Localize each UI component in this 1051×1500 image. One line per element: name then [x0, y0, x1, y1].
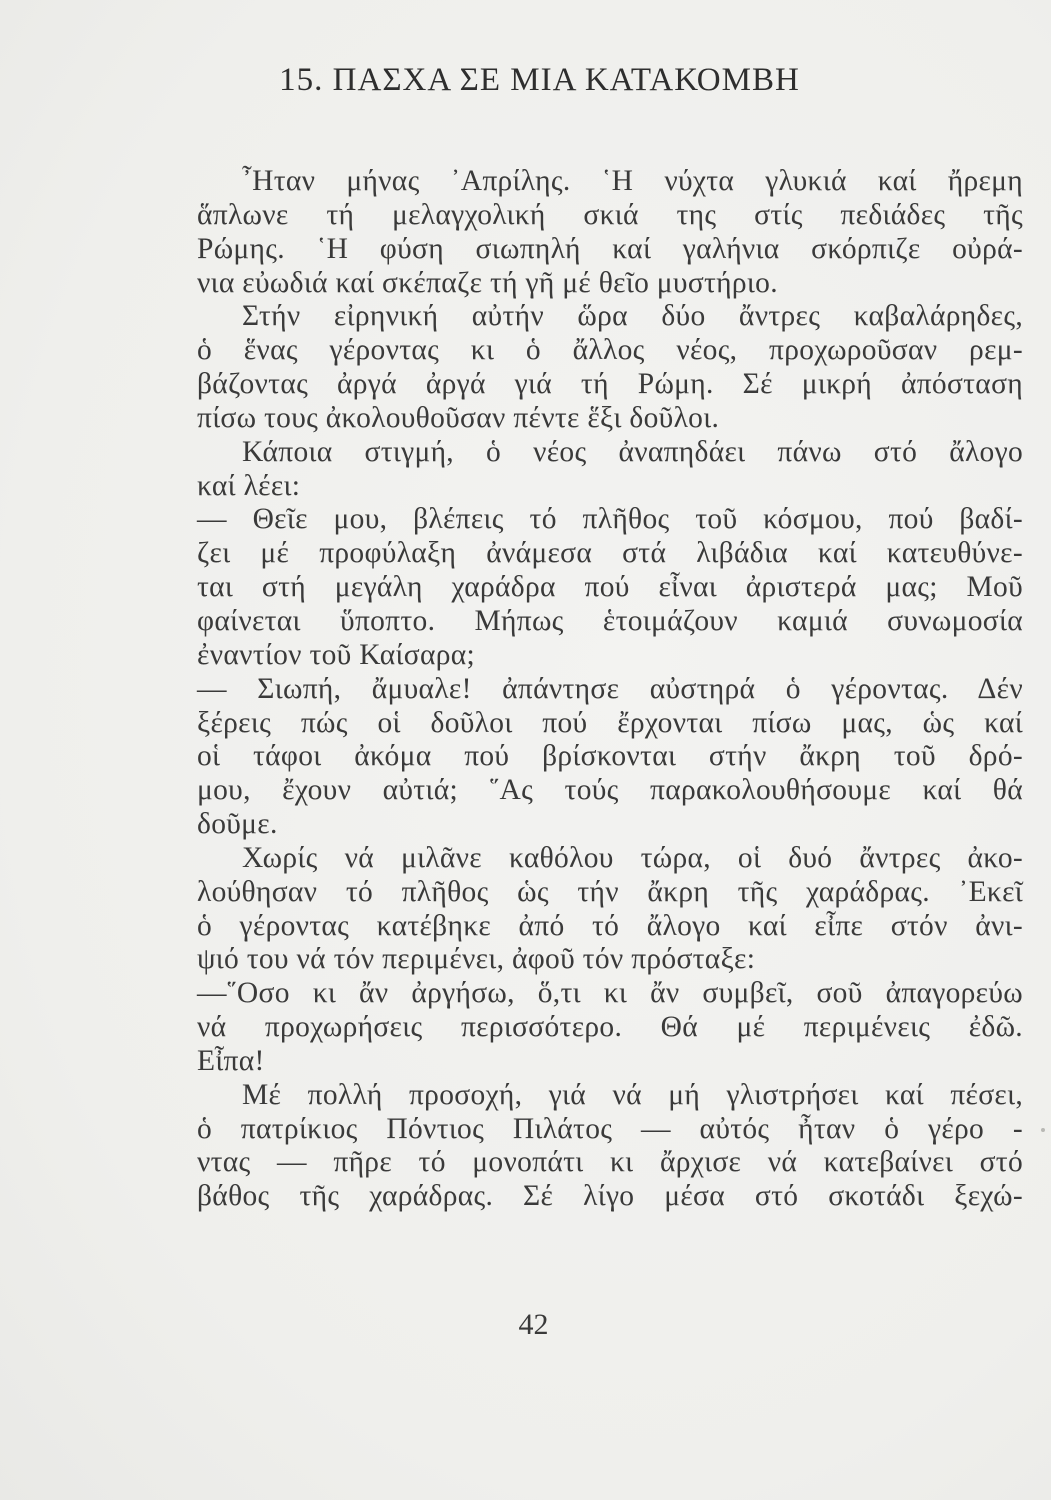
text-line: ὁ γέροντας κατέβηκε ἀπό τό ἄλογο καί εἶπε στόν ἀνι-	[197, 909, 1023, 942]
text-line: ντας — πῆρε τό μονοπάτι κι ἄρχισε νά κατεβαίνει στό	[197, 1146, 1023, 1179]
text-line: ῏Ηταν μήνας ᾿Απρίλης. ῾Η νύχτα γλυκιά καί ἤρεμη	[242, 165, 1023, 197]
page-number: 42	[518, 1308, 549, 1341]
text-line: ἅπλωνε τή μελαγχολική σκιά της στίς πεδιάδες τῆς	[197, 198, 1023, 231]
text-line: δοῦμε.	[197, 808, 278, 841]
paper-speck	[1041, 1128, 1045, 1132]
text-line: ξέρεις πώς οἱ δοῦλοι πού ἔρχονται πίσω μας, ὡς καί	[197, 706, 1023, 739]
text-line: — Θεῖε μου, βλέπεις τό πλῆθος τοῦ κόσμου, πού βαδί-	[197, 503, 1023, 536]
body-text	[197, 165, 1023, 1214]
text-line: Ρώμης. ῾Η φύση σιωπηλή καί γαλήνια σκόρπιζε οὐρά-	[197, 232, 1023, 265]
text-line: ζει μέ προφύλαξη ἀνάμεσα στά λιβάδια καί κατευθύνε-	[197, 537, 1023, 570]
text-line: βάζοντας ἀργά ἀργά γιά τή Ρώμη. Σέ μικρή ἀπόσταση	[197, 368, 1023, 401]
text-line: πίσω τους ἀκολουθοῦσαν πέντε ἕξι δοῦλοι.	[197, 401, 720, 434]
text-line: Εἶπα!	[197, 1044, 265, 1077]
text-line: καί λέει:	[197, 469, 301, 502]
text-line: ται στή μεγάλη χαράδρα πού εἶναι ἀριστερά μας; Μοῦ	[197, 571, 1023, 604]
text-line: — Σιωπή, ἄμυαλε! ἀπάντησε αὐστηρά ὁ γέροντας. Δέν	[197, 672, 1023, 705]
text-line: φαίνεται ὕποπτο. Μήπως ἑτοιμάζουν καμιά συνωμοσία	[197, 604, 1023, 637]
text-line: μου, ἔχουν αὐτιά; ῞Ας τούς παρακολουθήσουμε καί θά	[197, 774, 1023, 807]
text-line: Κάποια στιγμή, ὁ νέος ἀναπηδάει πάνω στό ἄλογο	[242, 435, 1023, 468]
text-line: Χωρίς νά μιλᾶνε καθόλου τώρα, οἱ δυό ἄντρες ἀκο-	[242, 841, 1023, 874]
text-line: νια εὐωδιά καί σκέπαζε τή γῆ μέ θεῖο μυστήριο.	[197, 266, 778, 299]
text-line: ὁ ἕνας γέροντας κι ὁ ἄλλος νέος, προχωροῦσαν ρεμ-	[197, 334, 1023, 367]
text-line: Στήν εἰρηνική αὐτήν ὥρα δύο ἄντρες καβαλάρηδες,	[242, 300, 1023, 333]
chapter-title: 15. ΠΑΣΧΑ ΣΕ ΜΙΑ ΚΑΤΑΚΟΜΒΗ	[279, 62, 800, 98]
text-line: —῞Οσο κι ἄν ἀργήσω, ὅ,τι κι ἄν συμβεῖ, σοῦ ἀπαγορεύω	[197, 977, 1023, 1010]
text-line: βάθος τῆς χαράδρας. Σέ λίγο μέσα στό σκοτάδι ξεχώ-	[197, 1180, 1023, 1213]
text-line: ὁ πατρίκιος Πόντιος Πιλάτος — αὐτός ἦταν ὁ γέρο -	[197, 1112, 1023, 1145]
text-line: λούθησαν τό πλῆθος ὡς τήν ἄκρη τῆς χαράδρας. ᾿Εκεῖ	[197, 875, 1023, 908]
text-line: οἱ τάφοι ἀκόμα πού βρίσκονται στήν ἄκρη τοῦ δρό-	[197, 740, 1023, 773]
text-line: ψιό του νά τόν περιμένει, ἀφοῦ τόν πρόσταξε:	[197, 943, 756, 976]
text-line: Μέ πολλή προσοχή, γιά νά μή γλιστρήσει καί πέσει,	[242, 1078, 1023, 1111]
text-line: ἐναντίον τοῦ Καίσαρα;	[197, 638, 475, 671]
text-line: νά προχωρήσεις περισσότερο. Θά μέ περιμένεις ἐδῶ.	[197, 1011, 1023, 1044]
